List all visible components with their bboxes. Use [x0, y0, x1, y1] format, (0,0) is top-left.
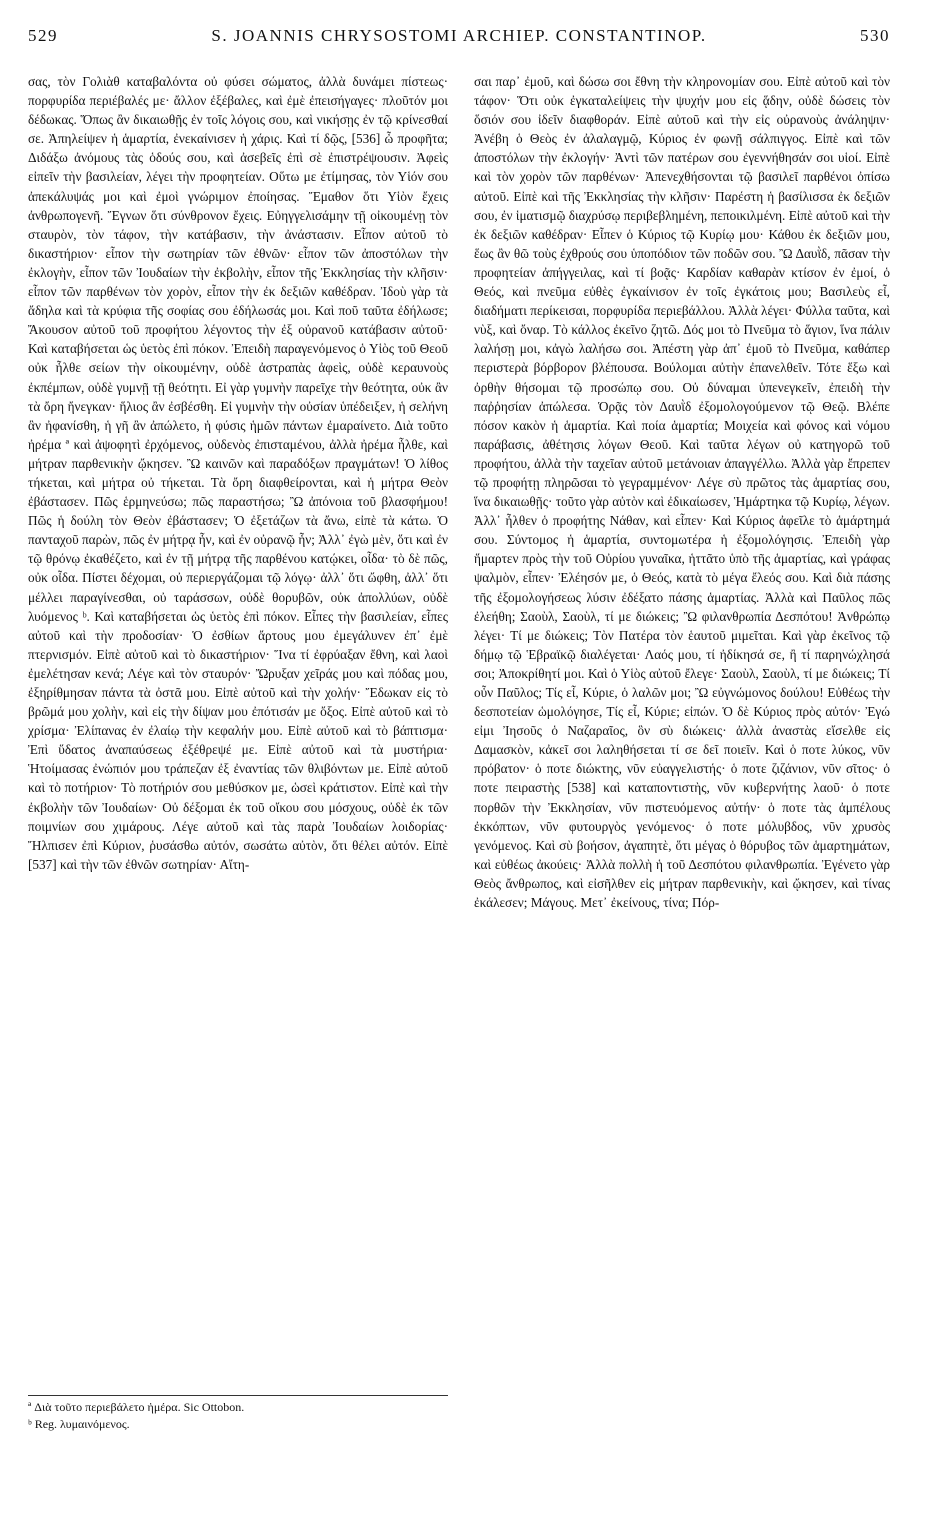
running-header — [28, 26, 890, 52]
right-column — [474, 72, 890, 912]
left-column — [28, 72, 448, 874]
right-column-text: σαι παρ᾽ ἐμοῦ, καὶ δώσω σοι ἔθνη τὴν κληρονομίαν σου. Εἰπὲ αὐτοῦ καὶ τὸν τάφον· Ὅτι οὐκ ἐγκαταλείψεις τὴν ψυχήν μου εἰς ᾅδην, οὐδὲ δώσεις τὸν ὅσιόν σου ἰδεῖν διαφθοράν. Εἰπὲ αὐτοῦ καὶ τὴν εἰς οὐρανοὺς ἀνάληψιν· Ἀνέβη ὁ Θεὸς ἐν ἀλαλαγμῷ, Κύριος ἐν φωνῇ σάλπιγγος. Εἰπὲ καὶ τῶν ἀποστόλων τὴν ἐκλογήν· Ἀντὶ τῶν πατέρων σου ἐγεννήθησάν σοι υἱοί. Εἰπὲ καὶ τὸν χορὸν τῶν παρθένων· Ἀπενεχθήσονται τῷ βασιλεῖ παρθένοι ὀπίσω αὐτοῦ. Εἰπὲ καὶ τῆς Ἐκκλησίας τὴν κλῆσιν· Παρέστη ἡ βασίλισσα ἐκ δεξιῶν σου, ἐν ἱματισμῷ διαχρύσῳ περιβεβλημένη, πεποικιλμένη. Εἰπὲ αὐτοῦ καὶ τὴν ἐκ δεξιῶν καθέδραν· Εἶπεν ὁ Κύριος τῷ Κυρίῳ μου· Κάθου ἐκ δεξιῶν μου, ἕως ἂν θῶ τοὺς ἐχθρούς σου ὑποπόδιον τῶν ποδῶν σου. Ὢ Δαυῒδ, πᾶσαν τὴν προφητείαν ἀπήγγειλας, καὶ τί βοᾷς· Καρδίαν καθαρὰν κτίσον ἐν ἐμοί, ὁ Θεός, καὶ πνεῦμα εὐθὲς ἐγκαίνισον ἐν τοῖς ἐγκάτοις μου; Βασιλεὺς εἶ, διαδήματι περίκεισαι, πορφυρίδα περιεβάλλου. Ἀλλὰ λέγει· Φύλλα ταῦτα, καὶ νὺξ, καὶ ὄναρ. Τὸ κάλλος ἐκεῖνο ζητῶ. Δός μοι τὸ Πνεῦμα τὸ ἅγιον, ἵνα πάλιν λαλήσῃ μοι, κἀγὼ λαλήσω σοι. Ἀπέστη γὰρ ἀπ᾽ ἐμοῦ τὸ Πνεῦμα, καθάπερ περιστερὰ βόρβορον βλέπουσα. Βούλομαι αὐτὴν ἐπανελθεῖν. Τότε ἕξω καὶ ὀρθὴν θήσομαι τῷ προσώπῳ σου. Οὐ δύναμαι ὑπενεγκεῖν, ἐπειδὴ τὴν παῤῥησίαν ἀπώλεσα. Ὁρᾷς τὸν Δαυῒδ ἐξομολογούμενον τῷ Θεῷ. Βλέπε πόσον κακὸν ἡ ἁμαρτία. Καὶ ποία ἁμαρτία; Μοιχεία καὶ φόνος καὶ νόμου παράβασις, ἀθέτησις λόγων Θεοῦ. Καὶ ταῦτα λέγων οὐ κατηγορῶ τοῦ προφήτου, ἀλλὰ τὴν ταχεῖαν αὐτοῦ μετάνοιαν ἀπαγγέλλω. Ἀλλὰ γὰρ ἔπρεπεν τῷ προφήτῃ πληρῶσαι τὸ γεγραμμένον· Λέγε σὺ πρῶτος τὰς ἁμαρτίας σου, ἵνα δικαιωθῇς· τοῦτο γὰρ αὐτὸν καὶ ἐδικαίωσεν, Ἡμάρτηκα τῷ Κυρίῳ, λέγων. Ἀλλ᾽ ἦλθεν ὁ προφήτης Νάθαν, καὶ εἶπεν· Καὶ Κύριος ἀφεῖλε τὸ ἁμάρτημά σου. Σύντομος ἡ ἁμαρτία, συντομωτέρα ἡ ἐξομολόγησις. Ἐπειδὴ γὰρ ἥμαρτεν πρὸς τὴν τοῦ Οὐρίου γυναῖκα, ἡττᾶτο ὑπὸ τῆς ἁμαρτίας, καὶ γράφας ψαλμὸν, εἶπεν· Ἐλέησόν με, ὁ Θεός, κατὰ τὸ μέγα ἔλεός σου. Καὶ διὰ πάσης τῆς ἐξομολογήσεως λύσιν ἐδέξατο πάσης ἁμαρτίας. Ἀλλὰ καὶ Παῦλος πῶς ἐλεήθη; Σαοὺλ, Σαοὺλ, τί με διώκεις; Ὢ φιλανθρωπία Δεσπότου! Ἀνθρώπῳ λέγει· Τί με διώκεις; Τὸν Πατέρα τὸν ἑαυτοῦ μιμεῖται. Καὶ γὰρ ἐκεῖνος τῷ δήμῳ τῷ Ἑβραϊκῷ διαλέγεται· Λαός μου, τί ἠδίκησά σε, ἢ τί παρηνώχλησά σοι; Ἀποκρίθητί μοι. Καὶ ὁ Υἱὸς αὐτοῦ ἔλεγε· Σαοὺλ, Σαοὺλ, τί με διώκεις; Τί οὖν Παῦλος; Τίς εἶ, Κύριε, ὁ λαλῶν μοι; Ὢ εὐγνώμονος δούλου! Εὐθέως τὴν δεσποτείαν ὡμολόγησε, Τίς εἶ, Κύριε; εἰπών. Ὁ δὲ Κύριος πρὸς αὐτόν· Ἐγώ εἰμι Ἰησοῦς ὁ Ναζαραῖος, ὃν σὺ διώκεις· ἀλλὰ ἀναστὰς εἴσελθε εἰς Δαμασκὸν, κἀκεῖ σοι λαληθήσεται τί σε δεῖ ποιεῖν. Καὶ ὁ ποτε λύκος, νῦν πρόβατον· ὁ ποτε διώκτης, νῦν εὐαγγελιστής· ὁ ποτε ζιζάνιον, νῦν σῖτος· ὁ ποτε πειραστὴς [538] καὶ καταποντιστὴς, νῦν κυβερνήτης λαοῦ· ὁ ποτε πορθῶν τὴν Ἐκκλησίαν, νῦν πιστευόμενος αὐτήν· ὁ ποτε τὰς ἀμπέλους ἐκκόπτων, νῦν φυτουργὸς γενόμενος· ὁ ποτε μόλυβδος, νῦν χρυσὸς γενόμενος. Καὶ σὺ βοήσον, ἀγαπητὲ, ὅτι μέγας ὁ θόρυβος τῶν ἁμαρτημάτων, καὶ εὐθέως ἀκούεις· Ἀλλὰ πολλὴ ἡ τοῦ Δεσπότου φιλανθρωπία. Ἐγένετο γὰρ Θεὸς ἄνθρωπος, καὶ εἰσῆλθεν εἰς μήτραν παρθενικὴν, καὶ ᾤκησεν, καὶ τίνας ἐκάλεσεν; Μάγους. Μετ᾽ ἐκείνους, τίνα; Πόρ- — [474, 74, 890, 911]
left-column-text: σας, τὸν Γολιὰθ καταβαλόντα οὐ φύσει σώματος, ἀλλὰ δυνάμει πίστεως· πορφυρίδα περιέβαλές με· ἄλλον ἐξέβαλες, καὶ ἐμὲ ἐπεισήγαγες· πλοῦτόν μοι δέδωκας. Ὅπως ἂν δικαιωθῇς ἐν τοῖς λόγοις σου, καὶ νικήσῃς ἐν τῷ κρίνεσθαί σε. Ἀπηλείψεν ἡ ἁμαρτία, ἐνεκαίνισεν ἡ χάρις. Καὶ τί δῷς, [536] ὦ προφῆτα; Διδάξω ἀνόμους τὰς ὁδούς σου, καὶ ἀσεβεῖς ἐπὶ σὲ ἐπιστρέψουσιν. Ἀφεὶς εἰπεῖν τὴν βασιλείαν, λέγει τὴν προφητείαν. Οὕτω με ἐτίμησας, τὸν Υἱόν σου ἀπεκάλυψάς μοι καὶ ἐμοὶ γνώριμον ἐποίησας. Ἔμαθον ὅτι Υἱὸν ἔχεις ἀνθρωπογενῆ. Ἔγνων ὅτι σύνθρονον ἔχεις. Εὐηγγελισάμην τῇ οἰκουμένῃ τὸν σταυρὸν, τὸν τάφον, τὴν κατάβασιν, τὴν ἀνάστασιν. Εἶπον αὐτοῦ τὸ δικαστήριον· εἶπον τὴν σωτηρίαν τῶν ἐθνῶν· εἶπον τῶν ἀποστόλων τὴν ἐκλογὴν, εἶπον τῶν Ἰουδαίων τὴν ἐκβολὴν, εἶπον τῆς Ἐκκλησίας τὴν κλῆσιν· εἶπον τῶν παρθένων τὸν χορὸν, εἶπον τὴν ἐκ δεξιῶν καθέδραν. Ἰδοὺ γὰρ τὰ ἄδηλα καὶ τὰ κρύφια τῆς σοφίας σου ἐδήλωσάς μοι. Καὶ ποῦ ταῦτα ἐδήλωσε; Ἄκουσον αὐτοῦ τοῦ προφήτου λέγοντος τὴν ἐξ οὐρανοῦ κατάβασιν αὐτοῦ· Καὶ καταβήσεται ὡς ὑετὸς ἐπὶ πόκον. Ἐπειδὴ παραγενόμενος ὁ Υἱὸς τοῦ Θεοῦ οὐκ ἦλθε σείων τὴν οἰκουμένην, οὐδὲ ἀστραπὰς ἀφεὶς, οὐδὲ κεραυνοὺς ἐκπέμπων, οὐδὲ γυμνῇ τῇ θεότητι. Εἰ γὰρ γυμνὴν παρεῖχε τὴν θεότητα, οὐκ ἂν τὰ ὄρη ἤνεγκαν· ἥλιος ἂν ἐσβέσθη. Εἰ γυμνὴν τὴν οὐσίαν ὑπέδειξεν, ἡ σελήνη ἂν ἠφανίσθη, ἡ γῆ ἂν ἀπώλετο, ἡ φύσις ἡμῶν πάντων ἐμαραίνετο. Διὰ τοῦτο ἠρέμα ª καὶ ἀψοφητὶ ἐρχόμενος, οὐδενὸς ἐπισταμένου, ἀλλὰ ἠρέμα ἦλθε, καὶ μήτραν παρθενικὴν ᾤκησεν. Ὢ καινῶν καὶ παραδόξων πραγμάτων! Ὁ λίθος τήκεται, καὶ μήτρα οὐ τήκεται. Τὰ ὄρη διαφθείρονται, καὶ ἡ μήτρα Θεὸν ἐβάστασεν. Πῶς ἑρμηνεύσω; πῶς παραστήσω; Ὢ ἀπόνοια τοῦ βλασφήμου! Πῶς ἡ δούλη τὸν Θεὸν ἐβάστασεν; Ὁ ἐξετάζων τὰ ἄνω, εἰπὲ τὰ κάτω. Ὁ πανταχοῦ παρὼν, πῶς ἐν μήτρᾳ ἦν, καὶ ἐν οὐρανῷ ἦν; Ἀλλ᾽ ἐγὼ μὲν, ὅτι καὶ ἐν τῷ θρόνῳ ἐκαθέζετο, καὶ ἐν τῇ μήτρᾳ τῆς παρθένου κατῴκει, οἶδα· τὸ δὲ πῶς, οὐκ οἶδα. Πίστει δέχομαι, οὐ περιεργάζομαι τῷ λόγῳ· ἀλλ᾽ ὅτι ὤφθη, ἀλλ᾽ ὅτι μέλλει παραγίνεσθαι, οὐ ταράσσων, οὐδὲ θορυβῶν, οὐκ ἀπολλύων, οὐδὲ λυόμενος ᵇ. Καὶ καταβήσεται ὡς ὑετὸς ἐπὶ πόκον. Εἶπες τὴν βασιλείαν, εἶπες αὐτοῦ καὶ τὴν προδοσίαν· Ὁ ἐσθίων ἄρτους μου ἐμεγάλυνεν ἐπ᾽ ἐμὲ πτερνισμόν. Εἰπὲ αὐτοῦ καὶ τὸ δικαστήριον· Ἵνα τί ἐφρύαξαν ἔθνη, καὶ λαοὶ ἐμελέτησαν κενά; Λέγε καὶ τὸν σταυρόν· Ὤρυξαν χεῖράς μου καὶ πόδας μου, ἐξηρίθμησαν πάντα τὰ ὀστᾶ μου. Εἰπὲ αὐτοῦ καὶ τὴν χολήν· Ἔδωκαν εἰς τὸ βρῶμά μου χολὴν, καὶ εἰς τὴν δίψαν μου ἐπότισάν με ὄξος. Εἰπὲ αὐτοῦ καὶ τὸ χρίσμα· Ἐλίπανας ἐν ἐλαίῳ τὴν κεφαλήν μου. Εἰπὲ αὐτοῦ καὶ τὸ βάπτισμα· Ἐπὶ ὕδατος ἀναπαύσεως ἐξέθρεψέ με. Εἰπὲ αὐτοῦ καὶ τὰ μυστήρια· Ἡτοίμασας ἐνώπιόν μου τράπεζαν ἐξ ἐναντίας τῶν θλιβόντων με. Εἰπὲ αὐτοῦ καὶ τὸ ποτήριον· Τὸ ποτήριόν σου μεθύσκον με, ὡσεὶ κράτιστον. Εἰπὲ καὶ τὴν ἐκβολὴν τῶν Ἰουδαίων· Οὐ δέξομαι ἐκ τοῦ οἴκου σου μόσχους, οὐδὲ ἐκ τῶν ποιμνίων σου χιμάρους. Λέγε αὐτοῦ καὶ τὰς παρὰ Ἰουδαίων λοιδορίας· Ἤλπισεν ἐπὶ Κύριον, ῥυσάσθω αὐτόν, σωσάτω αὐτὸν, ὅτι θέλει αὐτόν. Εἰπὲ [537] καὶ τὴν τῶν ἐθνῶν σωτηρίαν· Αἴτη- — [28, 74, 448, 872]
page-number-right: 530 — [860, 26, 890, 45]
footnotes — [28, 1395, 448, 1433]
running-title: S. JOANNIS CHRYSOSTOMI ARCHIEP. CONSTANTINOP. — [211, 26, 707, 45]
footnote-a: ª Διὰ τοῦτο περιεβάλετο ἡμέρα. Sic Ottobon. — [28, 1400, 245, 1414]
page-number-left: 529 — [28, 26, 58, 45]
footnote-b: ᵇ Reg. λυμαινόμενος. — [28, 1417, 130, 1431]
